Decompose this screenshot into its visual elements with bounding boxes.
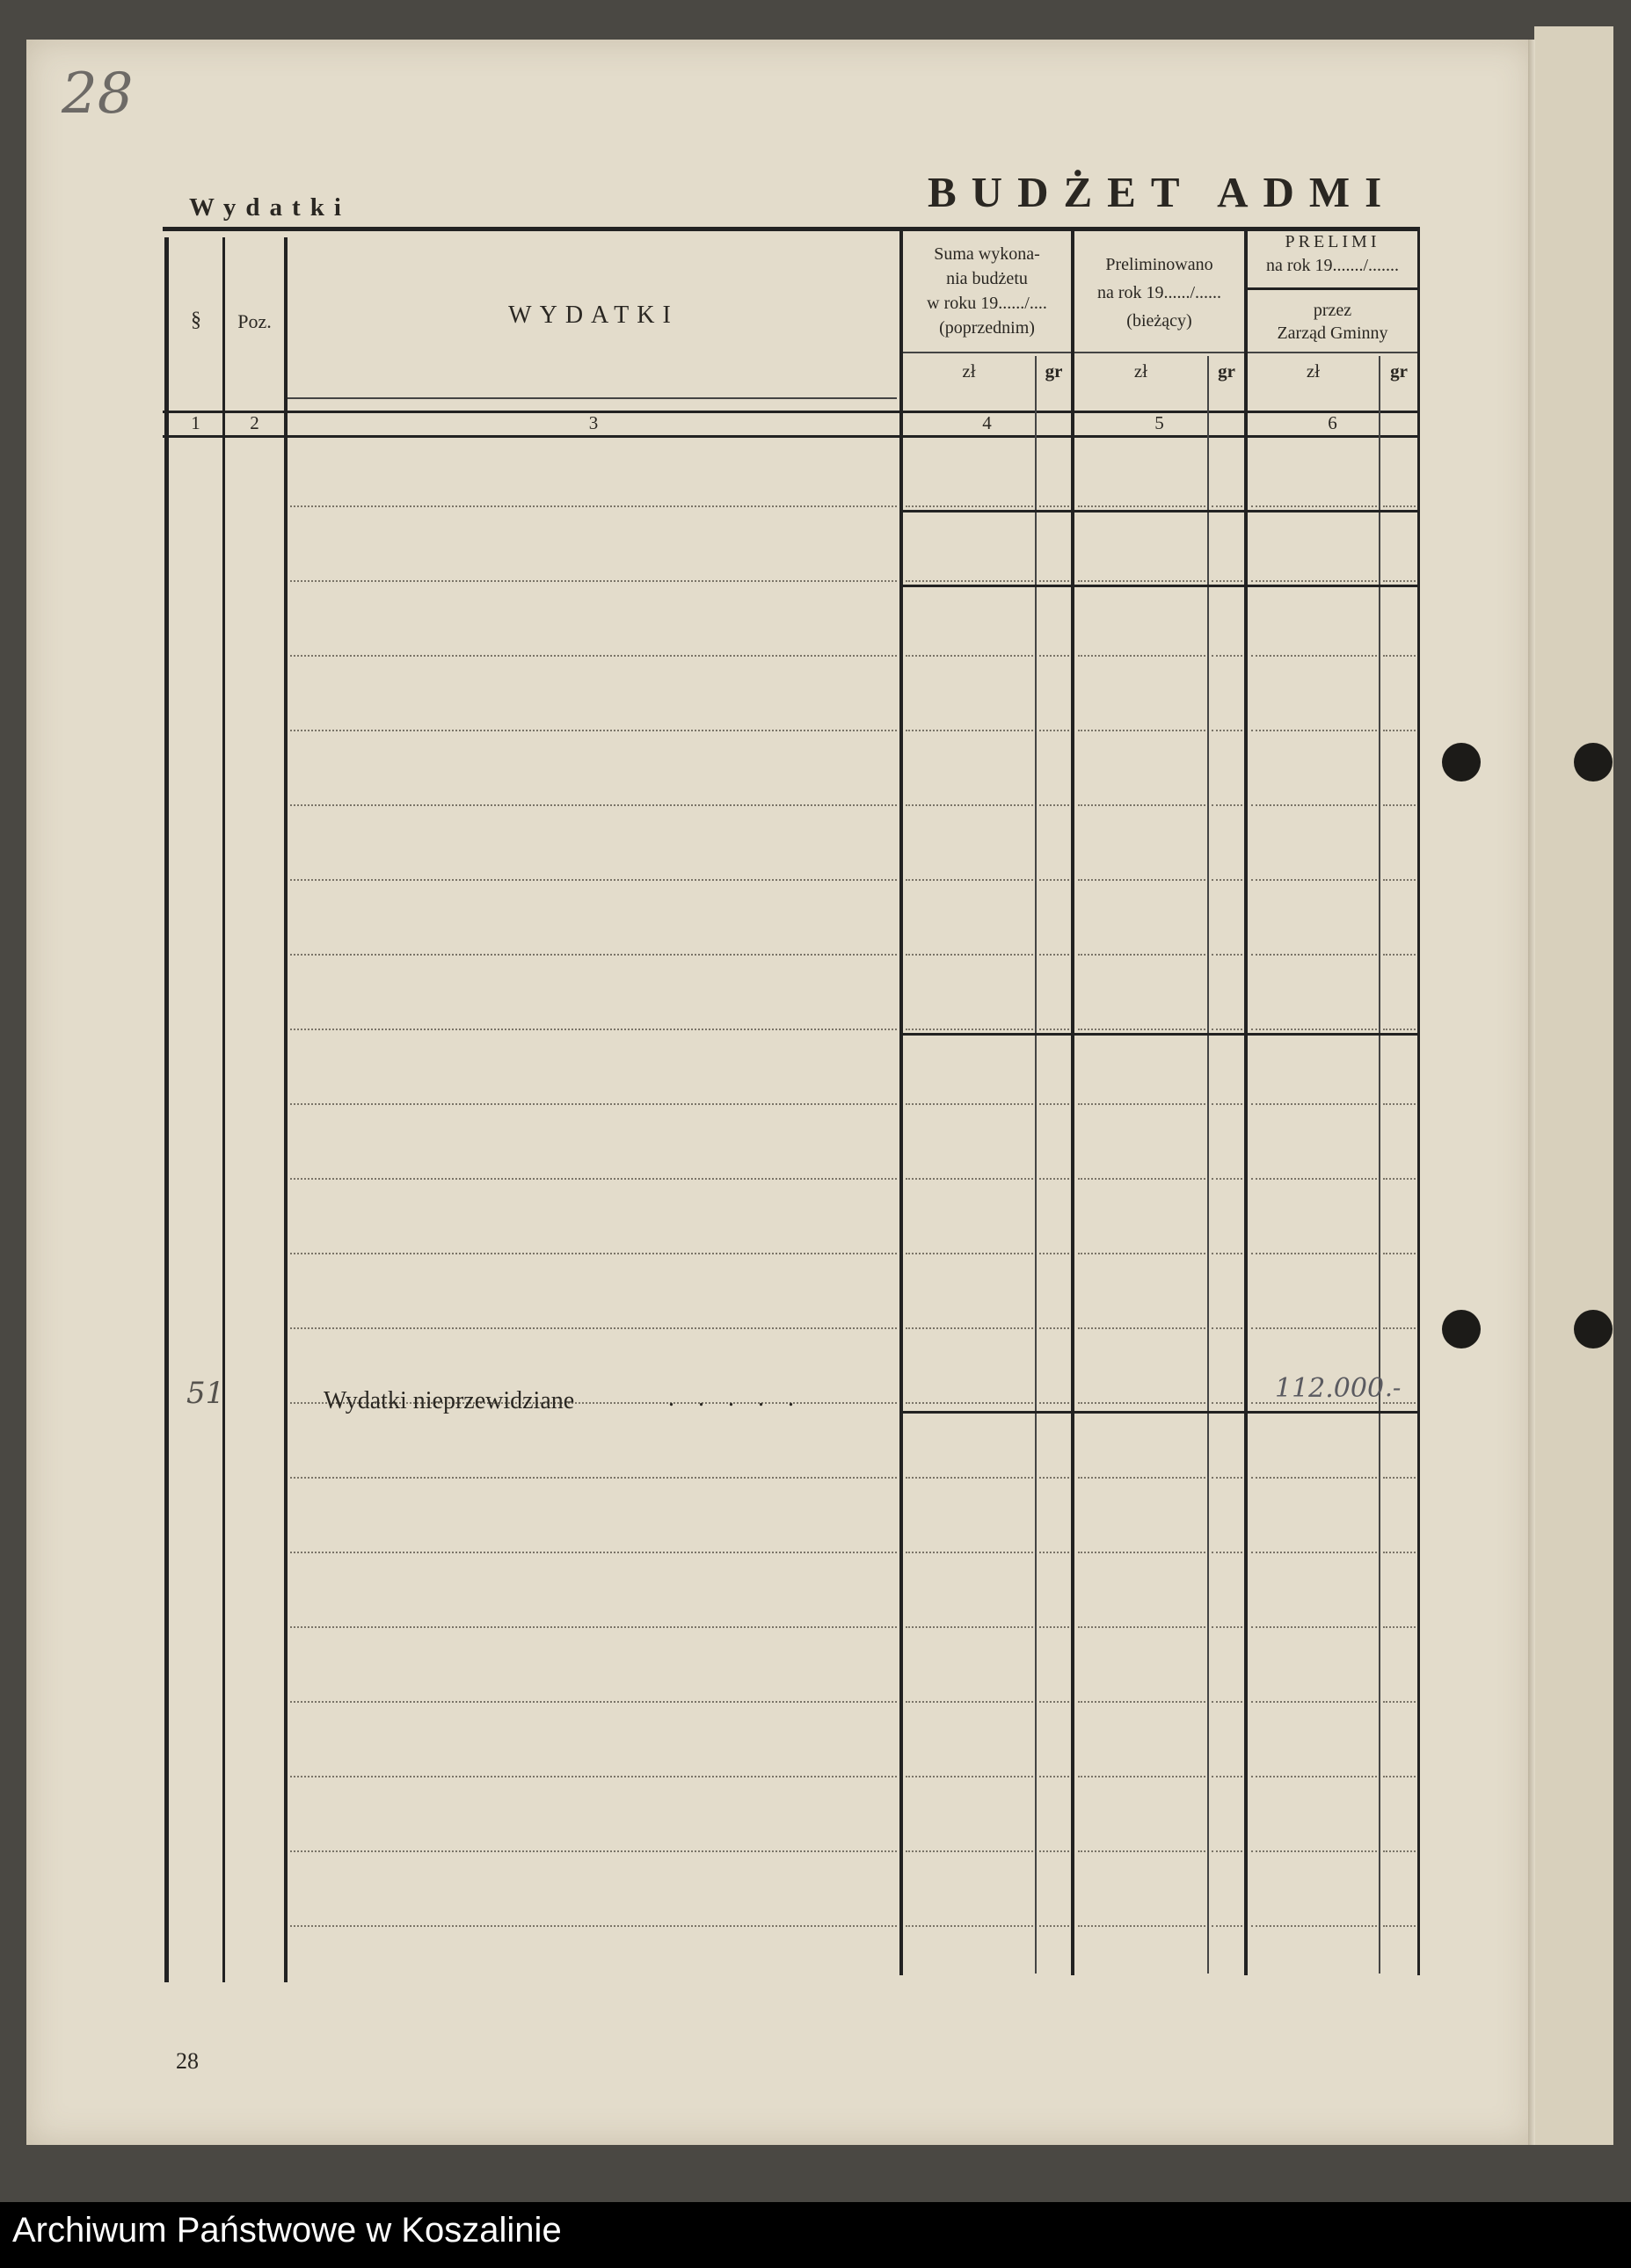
section-divider: [903, 1033, 1420, 1036]
ruling-line: [1039, 580, 1069, 582]
ruling-line: [1251, 1925, 1377, 1927]
ruling-line: [290, 1103, 897, 1105]
entry-description: Wydatki nieprzewidziane: [324, 1387, 575, 1414]
col6-top-line: PRELIMI: [1285, 232, 1380, 251]
entry-leader-dots: . . . . .: [668, 1385, 803, 1412]
ruling-line: [1383, 1477, 1416, 1479]
ruling-line: [1212, 1477, 1242, 1479]
ruling-line: [1383, 1103, 1416, 1105]
ruling-line: [1383, 1029, 1416, 1030]
ruling-line: [1251, 804, 1377, 806]
ruling-line: [906, 1776, 1033, 1777]
ruling-line: [1078, 804, 1205, 806]
header-divider: [286, 397, 897, 399]
ruling-line: [290, 655, 897, 657]
ruling-line: [1383, 505, 1416, 507]
ruling-line: [906, 879, 1033, 881]
ruling-line: [1383, 804, 1416, 806]
ruling-line: [1383, 879, 1416, 881]
archive-name: Archiwum Państwowe w Koszalinie: [12, 2211, 562, 2250]
col6-top-line: na rok 19......./.......: [1265, 256, 1400, 275]
col-border-5: [1244, 230, 1248, 1975]
ruling-line: [290, 879, 897, 881]
document-page: [26, 40, 1534, 2145]
ruling-line: [1039, 804, 1069, 806]
section-divider: [903, 510, 1420, 512]
ruling-line: [1251, 1477, 1377, 1479]
ruling-line: [1212, 1925, 1242, 1927]
ruling-line: [1251, 954, 1377, 956]
ruling-line: [1039, 1253, 1069, 1254]
punch-hole-icon: [1574, 1310, 1613, 1348]
ruling-line: [906, 655, 1033, 657]
col4-line: nia budżetu: [946, 269, 1028, 288]
ruling-line: [1212, 730, 1242, 731]
ruling-line: [906, 1552, 1033, 1553]
ruling-line: [1383, 1701, 1416, 1703]
ruling-line: [1212, 1552, 1242, 1553]
ruling-line: [906, 1029, 1033, 1030]
ruling-line: [1212, 1178, 1242, 1180]
ruling-line: [1251, 505, 1377, 507]
ruling-line: [1078, 879, 1205, 881]
col5-line: (bieżący): [1126, 311, 1192, 331]
ruling-line: [906, 730, 1033, 731]
ruling-line: [1383, 1925, 1416, 1927]
ruling-line: [906, 804, 1033, 806]
ruling-line: [1212, 1776, 1242, 1777]
ruling-line: [1212, 1402, 1242, 1404]
ruling-line: [1039, 1103, 1069, 1105]
ruling-line: [1078, 580, 1205, 582]
col-number: 3: [588, 412, 599, 433]
ruling-line: [1039, 1925, 1069, 1927]
ruling-line: [1383, 1253, 1416, 1254]
col-header-description: WYDATKI: [508, 302, 679, 329]
page-fold: [1528, 40, 1535, 2145]
col-header-position: Poz.: [237, 310, 272, 332]
ruling-line: [1078, 655, 1205, 657]
ruling-line: [906, 1925, 1033, 1927]
ruling-line: [290, 954, 897, 956]
col-border-3: [899, 230, 903, 1975]
ruling-line: [1251, 1103, 1377, 1105]
ruling-line: [906, 1850, 1033, 1852]
col5-line: Preliminowano: [1105, 255, 1213, 274]
ruling-line: [1078, 1925, 1205, 1927]
zl-gr-divider: [901, 352, 1420, 353]
ruling-line: [1251, 1552, 1377, 1553]
ruling-line: [1383, 1327, 1416, 1329]
ruling-line: [290, 505, 897, 507]
col-border-5-gr: [1207, 356, 1209, 1974]
ruling-line: [1078, 1776, 1205, 1777]
ruling-line: [290, 1178, 897, 1180]
ruling-line: [906, 580, 1033, 582]
ruling-line: [906, 505, 1033, 507]
entry-amount-suffix: .-: [1385, 1373, 1402, 1402]
ruling-line: [906, 1178, 1033, 1180]
adjacent-page: [1534, 26, 1613, 2145]
ruling-line: [1212, 804, 1242, 806]
unit-gr: gr: [1218, 360, 1235, 382]
ruling-line: [1078, 1402, 1205, 1404]
table-top-border: [163, 227, 1420, 231]
col6-sub-line: Zarząd Gminny: [1277, 323, 1388, 343]
ruling-line: [1251, 1178, 1377, 1180]
ruling-line: [1039, 1178, 1069, 1180]
handwritten-page-number: 28: [62, 62, 134, 127]
ruling-line: [1078, 1626, 1205, 1628]
ruling-line: [1212, 954, 1242, 956]
ruling-line: [1251, 1626, 1377, 1628]
ruling-line: [1039, 730, 1069, 731]
ruling-line: [1383, 1626, 1416, 1628]
ruling-line: [906, 954, 1033, 956]
col5-line: na rok 19....../......: [1096, 283, 1222, 302]
ruling-line: [906, 1701, 1033, 1703]
prelimi-sub-divider: [1247, 287, 1420, 290]
ruling-line: [1383, 1178, 1416, 1180]
ruling-line: [290, 1552, 897, 1553]
ruling-line: [1251, 1029, 1377, 1030]
ruling-line: [1078, 1029, 1205, 1030]
ruling-line: [1212, 1103, 1242, 1105]
ruling-line: [1383, 730, 1416, 731]
ruling-line: [1212, 1701, 1242, 1703]
ruling-line: [1039, 1029, 1069, 1030]
ruling-line: [1251, 1850, 1377, 1852]
ruling-line: [290, 1029, 897, 1030]
ruling-line: [1039, 1701, 1069, 1703]
unit-gr: gr: [1045, 360, 1063, 382]
ruling-line: [1078, 1103, 1205, 1105]
ruling-line: [1078, 1850, 1205, 1852]
ruling-line: [1039, 954, 1069, 956]
ruling-line: [1251, 1253, 1377, 1254]
ruling-line: [906, 1477, 1033, 1479]
entry-amount: 112.000: [1275, 1373, 1385, 1404]
ruling-line: [1212, 505, 1242, 507]
ruling-line: [906, 1103, 1033, 1105]
ruling-line: [1039, 1776, 1069, 1777]
col-number: 5: [1154, 412, 1164, 433]
page-number: 28: [176, 2048, 199, 2074]
col4-line: w roku 19....../....: [927, 294, 1047, 313]
ruling-line: [1078, 1327, 1205, 1329]
col4-line: Suma wykona-: [934, 244, 1040, 264]
section-title-left: Wydatki: [189, 193, 351, 222]
ruling-line: [906, 1253, 1033, 1254]
ruling-line: [1039, 1477, 1069, 1479]
ruling-line: [290, 804, 897, 806]
ruling-line: [290, 1701, 897, 1703]
ruling-line: [290, 1626, 897, 1628]
ruling-line: [1383, 1552, 1416, 1553]
header-number-bottom-border: [163, 435, 1420, 438]
ruling-line: [290, 1327, 897, 1329]
section-title-right: BUDŻET ADMI: [928, 168, 1397, 216]
ruling-line: [1251, 655, 1377, 657]
ruling-line: [1251, 1776, 1377, 1777]
ruling-line: [290, 730, 897, 731]
ruling-line: [1212, 655, 1242, 657]
ruling-line: [1251, 1327, 1377, 1329]
ruling-line: [906, 1402, 1033, 1404]
ruling-line: [1039, 1850, 1069, 1852]
col-header-prior-execution: [903, 242, 1071, 340]
ruling-line: [906, 1327, 1033, 1329]
ruling-line: [1251, 879, 1377, 881]
ruling-line: [1383, 1850, 1416, 1852]
ruling-line: [1251, 730, 1377, 731]
ruling-line: [1039, 1626, 1069, 1628]
col-number: 4: [982, 412, 992, 433]
ruling-line: [1383, 655, 1416, 657]
col-border-2: [284, 237, 288, 1982]
ruling-line: [290, 1253, 897, 1254]
col-header-paragraph: §: [191, 309, 201, 331]
ruling-line: [1212, 1029, 1242, 1030]
ruling-line: [1212, 1850, 1242, 1852]
ruling-line: [1039, 655, 1069, 657]
ruling-line: [290, 1776, 897, 1777]
col6-sub-line: przez: [1313, 301, 1352, 320]
punch-hole-icon: [1574, 743, 1613, 781]
ruling-line: [1039, 1327, 1069, 1329]
col-number: 6: [1328, 412, 1337, 433]
ruling-line: [290, 1850, 897, 1852]
col-number: 1: [191, 412, 200, 433]
ruling-line: [1383, 580, 1416, 582]
ruling-line: [1212, 580, 1242, 582]
col-number: 2: [250, 412, 259, 433]
unit-zl: zł: [962, 360, 976, 382]
col-header-prelimi: [1248, 230, 1417, 278]
col-border-4: [1071, 230, 1074, 1975]
ruling-line: [1251, 580, 1377, 582]
ruling-line: [1039, 879, 1069, 881]
ruling-line: [1078, 1477, 1205, 1479]
entry-paragraph-number: 51: [186, 1376, 225, 1411]
ruling-line: [1078, 1701, 1205, 1703]
col-border-1: [222, 237, 225, 1982]
ruling-line: [906, 1626, 1033, 1628]
ruling-line: [1212, 879, 1242, 881]
ruling-line: [1078, 505, 1205, 507]
col-header-council: [1248, 299, 1417, 345]
col-border-4-gr: [1035, 356, 1037, 1974]
ruling-line: [1383, 1776, 1416, 1777]
ruling-line: [1039, 1552, 1069, 1553]
ruling-line: [1078, 1552, 1205, 1553]
punch-hole-icon: [1442, 1310, 1481, 1348]
ruling-line: [1383, 954, 1416, 956]
section-divider: [903, 585, 1420, 587]
ruling-line: [1212, 1327, 1242, 1329]
col-header-current-estimate: [1074, 251, 1244, 335]
ruling-line: [1078, 730, 1205, 731]
ruling-line: [1212, 1626, 1242, 1628]
ruling-line: [1039, 1402, 1069, 1404]
col-border-left: [164, 237, 169, 1982]
section-divider: [903, 1411, 1420, 1414]
unit-gr: gr: [1390, 360, 1408, 382]
punch-hole-icon: [1442, 743, 1481, 781]
ruling-line: [1078, 1178, 1205, 1180]
ruling-line: [1078, 1253, 1205, 1254]
col-border-6-gr: [1379, 356, 1380, 1974]
unit-zl: zł: [1133, 360, 1148, 382]
ruling-line: [1251, 1701, 1377, 1703]
ruling-line: [1212, 1253, 1242, 1254]
unit-zl: zł: [1306, 360, 1321, 382]
ruling-line: [290, 1477, 897, 1479]
ruling-line: [1078, 954, 1205, 956]
ruling-line: [290, 580, 897, 582]
col4-line: (poprzednim): [939, 318, 1035, 338]
col-border-right: [1417, 230, 1420, 1975]
ruling-line: [290, 1925, 897, 1927]
ruling-line: [1039, 505, 1069, 507]
ruling-line: [1383, 1402, 1416, 1404]
